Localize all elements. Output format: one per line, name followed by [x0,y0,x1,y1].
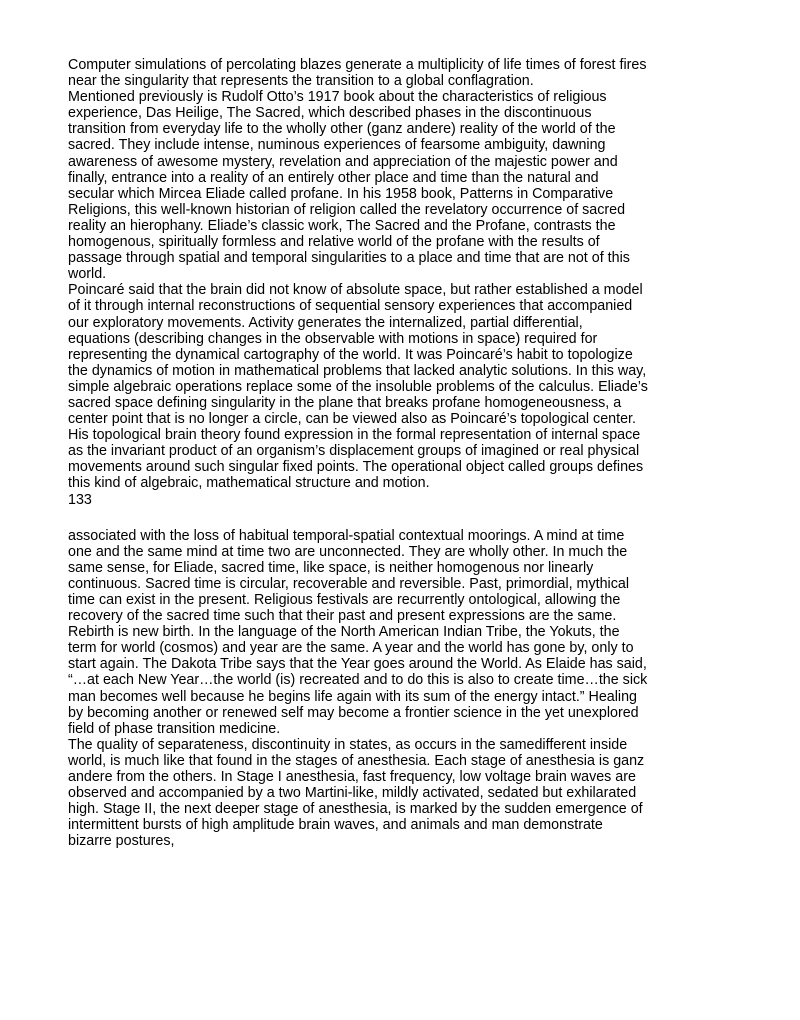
page-number: 133 [68,491,92,508]
paragraph-anesthesia: The quality of separateness, discontinuity in states, as occurs in the samedifferent inside world, is much like that found in the stages of anesthesia. Each stage of anesthesia is ganz andere from the others. In Stage I anesthesia, fast frequency, low voltage brain waves are observed and accompanied by a two Martini-like, mildly activated, sedated but exhilarated high. Stage II, the next deeper stage of anesthesia, is marked by the sudden emergence of intermittent bursts of high amplitude brain waves, and animals and man demonstrate bizarre postures, [68,736,645,850]
page-break-gap [68,508,648,528]
document-page [68,57,648,850]
paragraph-sacred-time: associated with the loss of habitual temporal-spatial contextual moorings. A mind at time one and the same mind at time two are unconnected. They are wholly other. In much the same sense, for Eliade, sacred time, like space, is neither homogenous nor linearly continuous. Sacred time is circular, recoverable and reversible. Past, primordial, mythical time can exist in the present. Religious festivals are recurrently ontological, allowing the recovery of the sacred time such that their past and present expressions are the same. Rebirth is new birth. In the language of the North American Indian Tribe, the Yokuts, the term for world (cosmos) and year are the same. A year and the world has gone by, only to start again. The Dakota Tribe says that the Year goes around the World. As Elaide has said, “…at each New Year…the world (is) recreated and to do this is also to create time…the sick man becomes well because he begins life again with its sum of the energy intact.” Healing by becoming another or renewed self may become a frontier science in the yet unexplored field of phase transition medicine. [68,527,648,737]
paragraph-poincare: Poincaré said that the brain did not know of absolute space, but rather established a model of it through internal reconstructions of sequential sensory experiences that accompanied our exploratory movements. Activity generates the internalized, partial differential, equations (describing changes in the observable with motions in space) required for representing the dynamical cartography of the world. It was Poincaré’s habit to topologize the dynamics of motion in mathematical problems that lacked analytic solutions. In this way, simple algebraic operations replace some of the insoluble problems of the calculus. Eliade’s sacred space defining singularity in the plane that breaks profane homogeneousness, a center point that is no longer a circle, can be viewed also as Poincaré’s topological center. His topological brain theory found expression in the formal representation of internal space as the invariant product of an organism’s displacement groups of imagined or real physical movements around such singular fixed points. The operational object called groups defines this kind of algebraic, mathematical structure and motion. [68,282,648,492]
paragraph-percolating-blazes: Computer simulations of percolating blazes generate a multiplicity of life times of forest fires near the singularity that represents the transition to a global conflagration. [68,57,647,90]
paragraph-rudolf-otto: Mentioned previously is Rudolf Otto’s 1917 book about the characteristics of religious experience, Das Heilige, The Sacred, which described phases in the discontinuous transition from everyday life to the wholly other (ganz andere) reality of the world of the sacred. They include intense, numinous experiences of fearsome ambiguity, dawning awareness of awesome mystery, revelation and appreciation of the majestic power and finally, entrance into a reality of an entirely other place and time than the natural and secular which Mircea Eliade called profane. In his 1958 book, Patterns in Comparative Religions, this well-known historian of religion called the revelatory occurrence of sacred reality an hierophany. Eliade’s classic work, The Sacred and the Profane, contrasts the homogenous, spiritually formless and relative world of the profane with the results of passage through spatial and temporal singularities to a place and time that are not of this world. [68,89,630,283]
